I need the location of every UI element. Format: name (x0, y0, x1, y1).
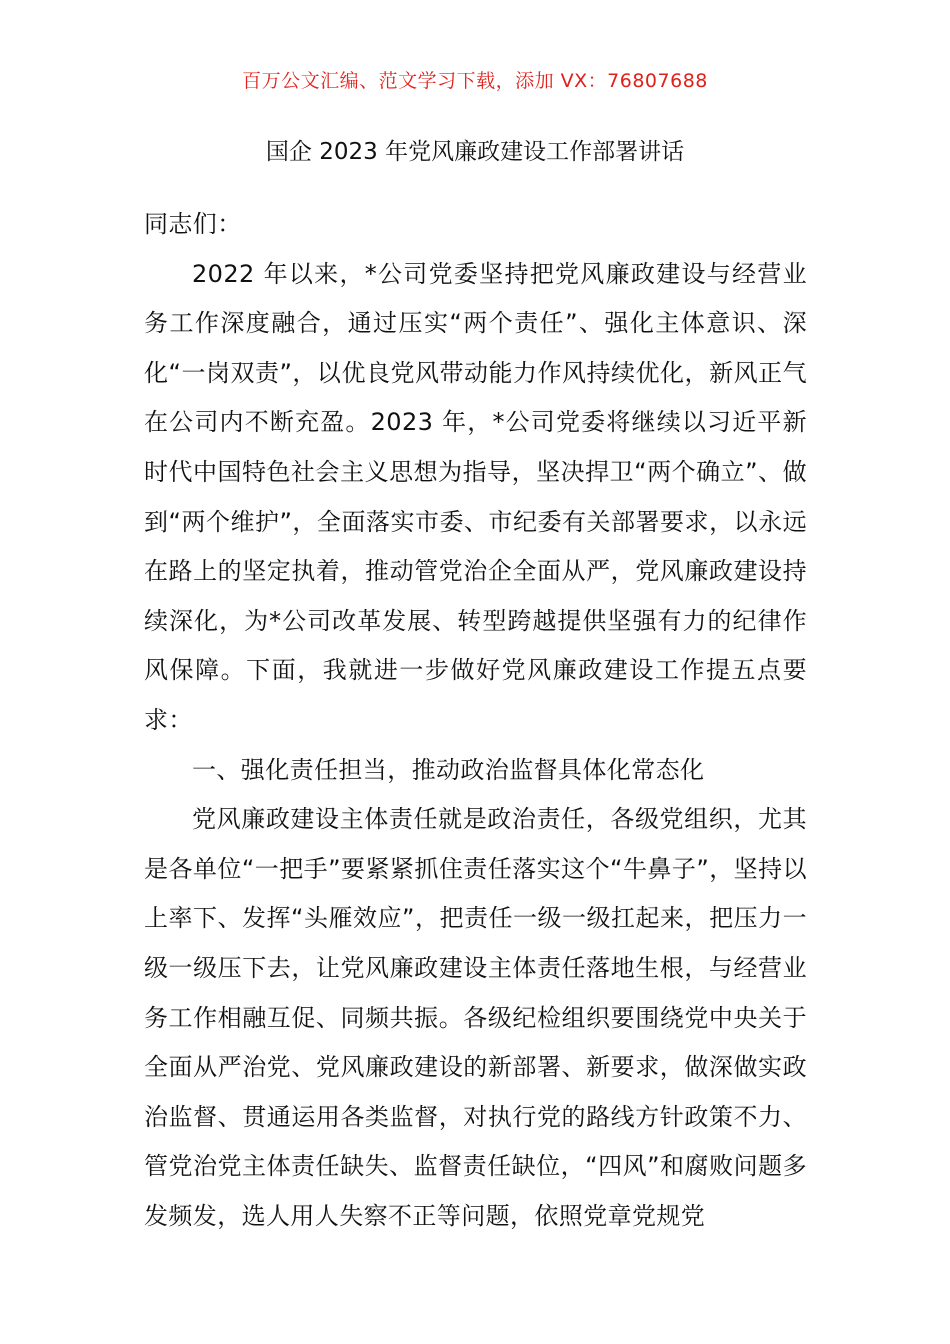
document-body (144, 200, 807, 1241)
section-heading-1: 一、强化责任担当，推动政治监督具体化常态化 (192, 755, 705, 784)
document-title: 国企 2023 年党风廉政建设工作部署讲话 (265, 139, 685, 165)
salutation: 同志们： (144, 210, 242, 238)
promo-banner: 百万公文汇编、范文学习下载，添加 VX：76807688 (242, 70, 708, 92)
paragraph-intro: 2022 年以来，*公司党委坚持把党风廉政建设与经营业务工作深度融合，通过压实“两个责任”、强化主体意识、深化“一岗双责”，以优良党风带动能力作风持续优化，新风正气在公司内不断充盈。2023 年，*公司党委将继续以习近平新时代中国特色社会主义思想为指导，坚决捍卫“两个确立”、做到“两个维护”，全面落实市委、市纪委有关部署要求，以永远在路上的坚定执着，推动管党治企全面从严，党风廉政建设持续深化，为*公司改革发展、转型跨越提供坚强有力的纪律作风保障。下面，我就进一步做好党风廉政建设工作提五点要求： (144, 259, 807, 734)
paragraph-section-1: 党风廉政建设主体责任就是政治责任，各级党组织，尤其是各单位“一把手”要紧紧抓住责任落实这个“牛鼻子”，坚持以上率下、发挥“头雁效应”，把责任一级一级扛起来，把压力一级一级压下去，让党风廉政建设主体责任落地生根，与经营业务工作相融互促、同频共振。各级纪检组织要围绕党中央关于全面从严治党、党风廉政建设的新部署、新要求，做深做实政治监督、贯通运用各类监督，对执行党的路线方针政策不力、管党治党主体责任缺失、监督责任缺位，“四风”和腐败问题多发频发，选人用人失察不正等问题，依照党章党规党 (144, 805, 807, 1230)
